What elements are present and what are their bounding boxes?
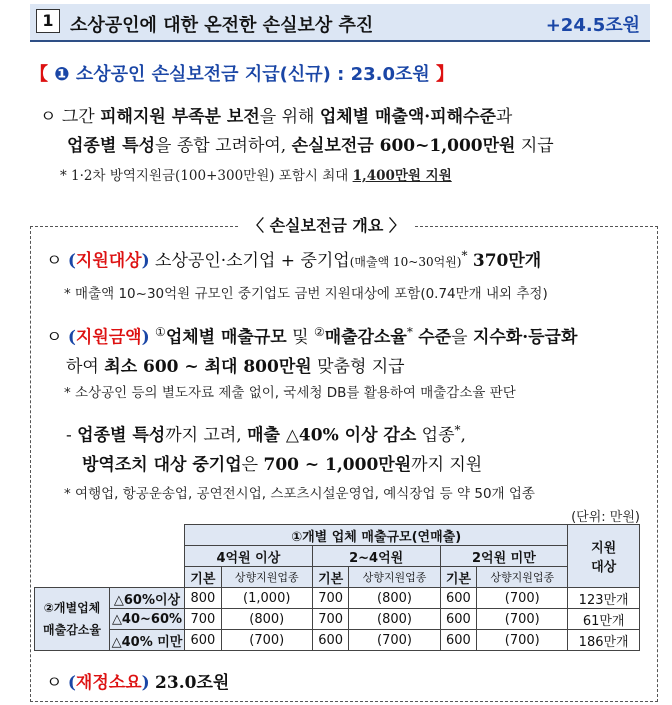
finance-item: ㅇ (재정소요) 23.0조원 — [46, 673, 230, 693]
amount-item: ㅇ (지원금액) ①업체별 매출규모 및 ②매출감소율* 수준을 지수화·등급화 하여 최소 600 ~ 최대 800만원 맞춤형 지급 — [46, 325, 578, 377]
support-amount-table: ①개별 업체 매출규모(연매출) 지원 대상 4억원 이상 2~4억원 2억원 미만 기본 상향지원업종 기본 상향지원업종 기본 상향지원업종 ②개별업체 매출감소율 △60%이상 800 (1,000) 700 (800) 600 (700) 123만개 △40~60% 700 (800) 700 (800) 600 (700) 61만개 △40% 미만 600 (700) 600 (700) 600 (700) 186만개 — [34, 524, 640, 651]
amount-note: * 소상공인 등의 별도자료 제출 없이, 국세청 DB를 활용하여 매출감소율 판단 — [64, 385, 516, 401]
table-top-header: ①개별 업체 매출규모(연매출) — [185, 525, 568, 546]
bullet-icon: ㅇ — [46, 327, 63, 348]
amount-detail-note: * 여행업, 항공운송업, 공연전시업, 스포츠시설운영업, 예식장업 등 약 50개 업종 — [64, 486, 535, 502]
support-target-header: 지원 대상 — [568, 525, 640, 588]
intro-paragraph: ㅇ 그간 피해지원 부족분 보전을 위해 업체별 매출액·피해수준과 업종별 특성을 종합 고려하여, 손실보전금 600~1,000만원 지급 * 1·2차 방역지원금(100+300만원) 포함시 최대 1,400만원 지원 — [40, 103, 660, 191]
intro-note: * 1·2차 방역지원금(100+300만원) 포함시 최대 1,400만원 지원 — [60, 168, 452, 184]
section-amount: +24.5조원 — [545, 15, 640, 36]
subsection-title: 【 ❶ 소상공인 손실보전금 지급(신규) : 23.0조원 】 — [30, 64, 455, 85]
bullet-icon: ㅇ — [46, 673, 63, 693]
section-header-bar — [30, 4, 650, 42]
target-item: ㅇ (지원대상) 소상공인·소기업 + 중기업(매출액 10~30억원)* 370만개 — [46, 248, 542, 271]
number-marker-icon: ❶ — [54, 64, 70, 85]
bullet-icon: ㅇ — [46, 251, 63, 271]
table-row: ②개별업체 매출감소율 △60%이상 800 (1,000) 700 (800) 600 (700) 123만개 — [35, 588, 640, 609]
table-row: △40% 미만 600 (700) 600 (700) 600 (700) 186만개 — [35, 630, 640, 651]
table-unit: (단위: 만원) — [571, 510, 640, 525]
target-note: * 매출액 10~30억원 규모인 중기업도 금번 지원대상에 포함(0.74만개 내외 추정) — [64, 286, 548, 302]
amount-detail: - 업종별 특성까지 고려, 매출 △40% 이상 감소 업종*, 방역조치 대상 중기업은 700 ~ 1,000만원까지 지원 — [66, 423, 483, 475]
table-row: △40~60% 700 (800) 700 (800) 600 (700) 61만개 — [35, 609, 640, 630]
section-title: 소상공인에 대한 온전한 손실보상 추진 — [70, 15, 374, 36]
bullet-icon: ㅇ — [40, 107, 57, 127]
section-number: 1 — [36, 9, 60, 33]
overview-box-title: 〈 손실보전금 개요 〉 — [240, 213, 413, 236]
